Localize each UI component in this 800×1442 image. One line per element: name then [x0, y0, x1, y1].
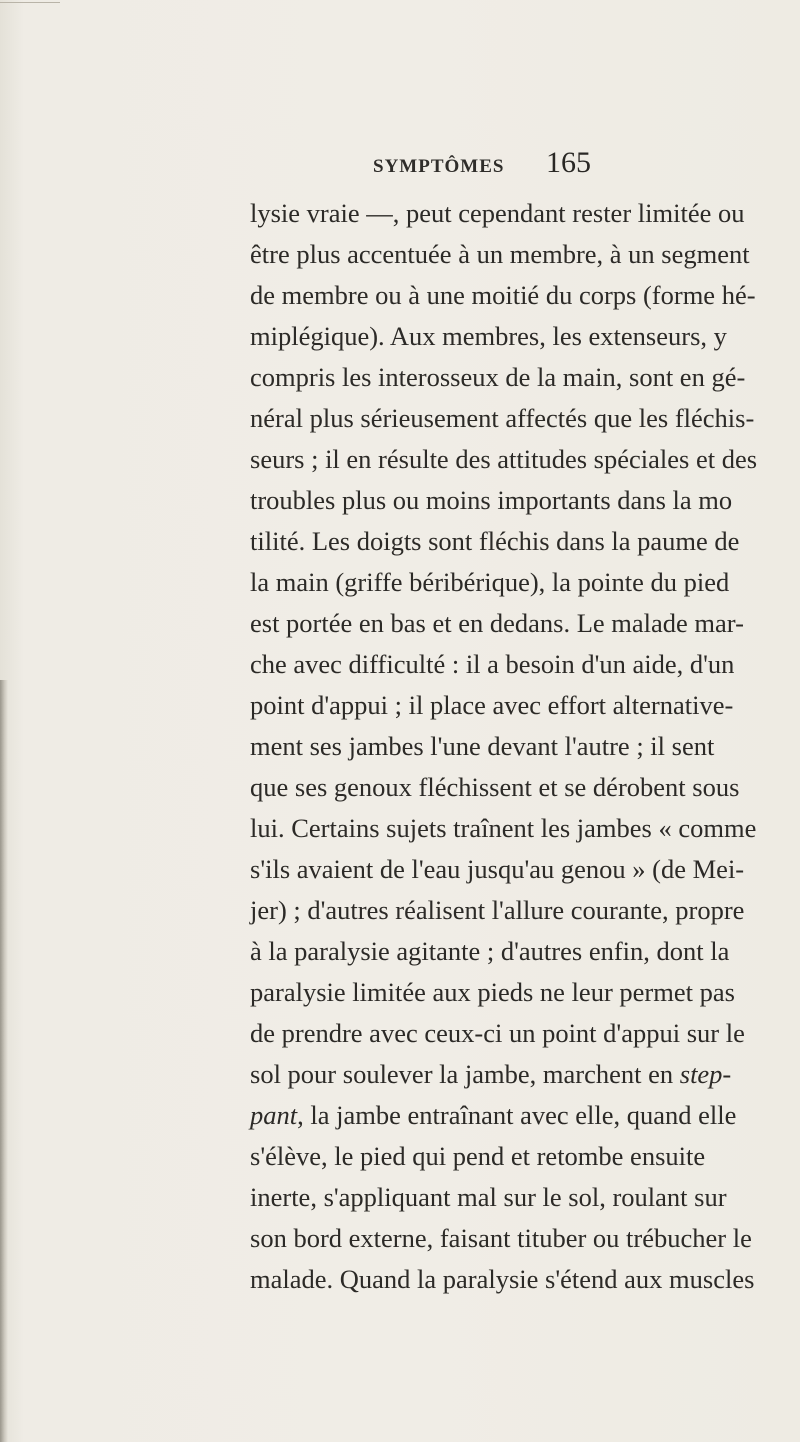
text-line: miplégique). Aux membres, les extenseurs, y: [250, 321, 727, 351]
text-line: ment ses jambes l'une devant l'autre ; il sent: [250, 731, 715, 761]
text-line: malade. Quand la paralysie s'étend aux muscles: [250, 1264, 755, 1294]
text-line: troubles plus ou moins importants dans la mo: [250, 485, 733, 515]
italic-word: step-: [679, 1059, 732, 1089]
text-line: point d'appui ; il place avec effort alternative-: [250, 690, 734, 720]
text-line: néral plus sérieusement affectés que les fléchis-: [250, 403, 755, 433]
text-line: est portée en bas et en dedans. Le malade mar-: [250, 608, 744, 638]
text-line: tilité. Les doigts sont fléchis dans la paume de: [250, 526, 740, 556]
text-line-segment: , la jambe entraînant avec elle, quand elle: [297, 1100, 737, 1130]
text-line-with-italic: [250, 1096, 737, 1134]
text-line: paralysie limitée aux pieds ne leur permet pas: [250, 977, 735, 1007]
text-line: jer) ; d'autres réalisent l'allure courante, propre: [250, 895, 745, 925]
text-line: che avec difficulté : il a besoin d'un aide, d'un: [250, 649, 735, 679]
text-line: à la paralysie agitante ; d'autres enfin, dont la: [250, 936, 730, 966]
text-line: lui. Certains sujets traînent les jambes « comme: [250, 813, 757, 843]
text-line: la main (griffe béribérique), la pointe du pied: [250, 567, 730, 597]
text-line: s'ils avaient de l'eau jusqu'au genou » (de Mei-: [250, 854, 745, 884]
text-line: compris les interosseux de la main, sont en gé-: [250, 362, 746, 392]
text-line: de prendre avec ceux-ci un point d'appui sur le: [250, 1018, 745, 1048]
text-line: seurs ; il en résulte des attitudes spéciales et des: [250, 444, 758, 474]
italic-word: pant: [250, 1100, 298, 1130]
running-title: SYMPTÔMES: [373, 156, 505, 177]
text-line: inerte, s'appliquant mal sur le sol, roulant sur: [250, 1182, 727, 1212]
text-line: s'élève, le pied qui pend et retombe ensuite: [250, 1141, 706, 1171]
text-line-with-italic: [250, 1055, 732, 1093]
text-line: que ses genoux fléchissent et se dérobent sous: [250, 772, 740, 802]
text-line: lysie vraie —, peut cependant rester limitée ou: [250, 198, 745, 228]
page-number: 165: [546, 146, 591, 179]
text-line: être plus accentuée à un membre, à un segment: [250, 239, 750, 269]
text-line-segment: sol pour soulever la jambe, marchent en: [250, 1059, 680, 1089]
text-line: de membre ou à une moitié du corps (forme hé-: [250, 280, 756, 310]
text-line: son bord externe, faisant tituber ou trébucher le: [250, 1223, 752, 1253]
